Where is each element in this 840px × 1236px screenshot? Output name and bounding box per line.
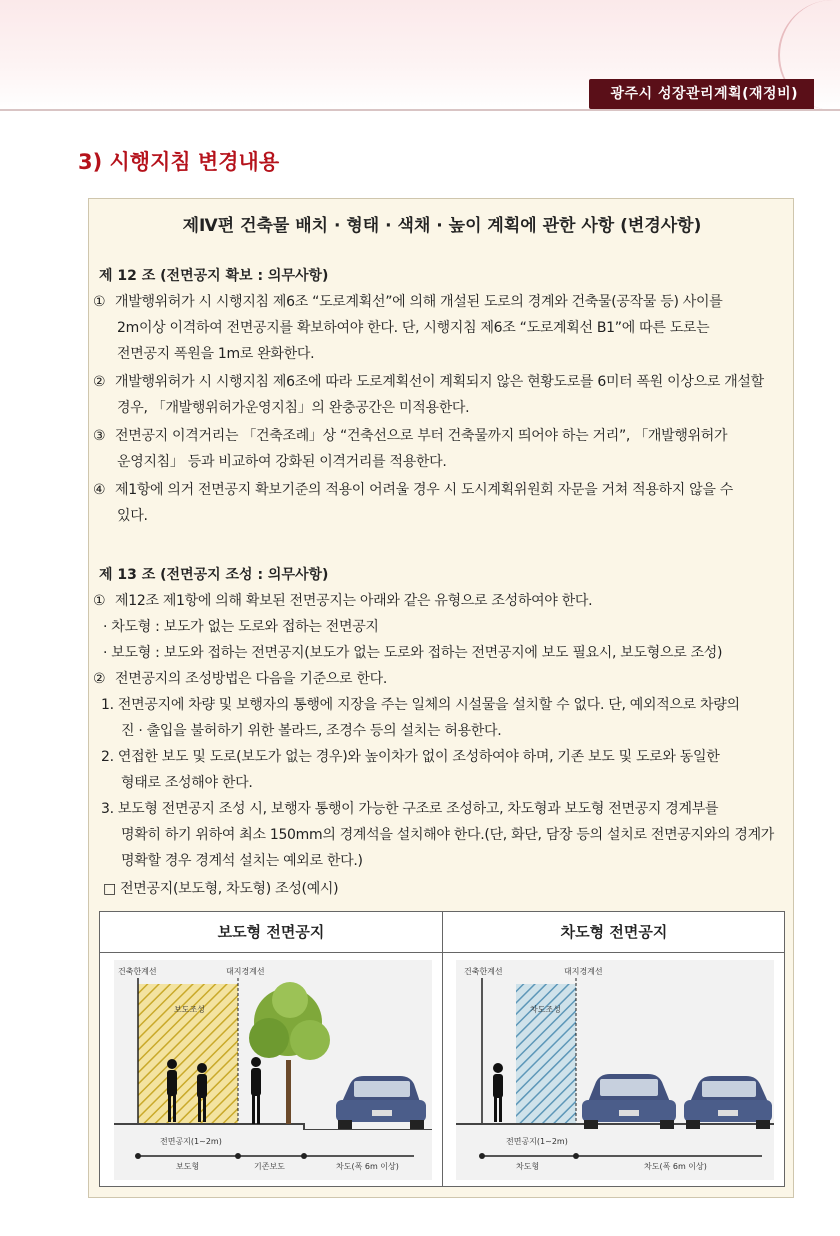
item-line: 개발행위허가 시 시행지침 제6조에 따라 도로계획선이 계획되지 않은 현황도로를 6미터 폭원 이상으로 개설할 [115, 374, 764, 390]
example-heading: □ 전면공지(보도형, 차도형) 조성(예시) [103, 881, 339, 897]
segment-label: 차도(폭 6m 이상) [336, 1162, 399, 1171]
item-number: ① [93, 593, 106, 609]
segment-label: 차도(폭 6m 이상) [644, 1162, 707, 1171]
item-line: 제12조 제1항에 의해 확보된 전면공지는 아래와 같은 유형으로 조성하여야 한다. [115, 593, 593, 609]
tree-icon [249, 982, 330, 1124]
header-divider [0, 109, 840, 111]
sub-line: 보도형 전면공지 조성 시, 보행자 통행이 가능한 구조로 조성하고, 차도형과 보도형 전면공지 경계부를 [117, 801, 719, 817]
article-12-item-4 [93, 477, 789, 529]
example-figure [99, 911, 785, 1187]
sub-line: 전면공지에 차량 및 보행자의 통행에 지장을 주는 일체의 시설물을 설치할 수 없다. 단, 예외적으로 차량의 [117, 697, 740, 713]
bullet-bodo: · 보도형 : 보도와 접하는 전면공지(보도가 없는 도로와 접하는 전면공지에 보도 필요시, 보도형으로 조성) [103, 645, 723, 661]
zone-label: 차도조성 [530, 1005, 561, 1014]
car-icon [684, 1076, 772, 1129]
item-number: ③ [93, 428, 106, 444]
item-number: ② [93, 374, 106, 390]
dimension-dot [135, 1153, 141, 1159]
article-12-item-3 [93, 423, 789, 475]
article-13-item-2 [93, 666, 789, 692]
ground-line [114, 1124, 432, 1130]
width-label: 전면공지(1~2m) [506, 1137, 568, 1146]
car-icon [336, 1076, 426, 1129]
figure-right-title: 차도형 전면공지 [560, 923, 668, 941]
figure-left-title: 보도형 전면공지 [217, 923, 325, 941]
bodo-type-panel [114, 960, 432, 1180]
dimension-dot [479, 1153, 485, 1159]
sub-line: 명확할 경우 경계석 설치는 예외로 한다.) [121, 853, 363, 869]
item-line: 운영지침」 등과 비교하여 강화된 이격거리를 적용한다. [117, 454, 447, 470]
dimension-dot [573, 1153, 579, 1159]
article-12-item-2 [93, 369, 789, 421]
sub-line: 형태로 조성해야 한다. [121, 775, 253, 791]
item-line: 개발행위허가 시 시행지침 제6조 “도로계획선”에 의해 개설된 도로의 경계와 건축물(공작물 등) 사이를 [115, 294, 723, 310]
item-line: 2m이상 이격하여 전면공지를 확보하여야 한다. 단, 시행지침 제6조 “도로계획선 B1”에 따른 도로는 [117, 320, 710, 336]
box-title: 제Ⅳ편 건축물 배치 · 형태 · 색채 · 높이 계획에 관한 사항 (변경사항) [182, 216, 702, 236]
bodo-type-illustration [114, 960, 432, 1180]
segment-label: 보도형 [176, 1162, 200, 1171]
article-13-title: 제 13 조 (전면공지 조성 : 의무사항) [99, 567, 329, 583]
chado-type-panel [456, 960, 774, 1180]
bullet-chado: · 차도형 : 보도가 없는 도로와 접하는 전면공지 [103, 619, 379, 635]
item-number: ② [93, 671, 106, 687]
sub-item-1 [101, 692, 789, 744]
sub-item-3 [101, 796, 789, 874]
lot-boundary-label: 대지경계선 [226, 967, 265, 976]
dimension-dot [235, 1153, 241, 1159]
item-line: 전면공지 이격거리는 「건축조례」상 “건축선으로 부터 건축물까지 띄어야 하는 거리”, 「개발행위허가 [115, 428, 728, 444]
sub-number: 2. [101, 749, 114, 765]
document-title-tab: 광주시 성장관리계획(재정비) [589, 79, 814, 109]
sub-line: 명확히 하기 위하여 최소 150mm의 경계석을 설치해야 한다.(단, 화단, 담장 등의 설치로 전면공지와의 경계가 [121, 827, 775, 843]
building-limit-label: 건축한계선 [464, 967, 503, 976]
section-title: 3) 시행지침 변경내용 [78, 150, 280, 174]
ground-fill [456, 1126, 774, 1180]
sub-item-2 [101, 744, 789, 796]
width-label: 전면공지(1~2m) [160, 1137, 222, 1146]
building-limit-label: 건축한계선 [118, 967, 157, 976]
sub-line: 연접한 보도 및 도로(보도가 없는 경우)와 높이차가 없이 조성하여야 하며, 기존 보도 및 도로와 동일한 [117, 749, 720, 765]
sub-number: 1. [101, 697, 114, 713]
segment-label: 기존보도 [254, 1162, 285, 1171]
item-line: 전면공지 폭원을 1m로 완화한다. [117, 346, 315, 362]
segment-label: 차도형 [516, 1162, 540, 1171]
item-line: 전면공지의 조성방법은 다음을 기준으로 한다. [115, 671, 388, 687]
item-number: ① [93, 294, 106, 310]
figure-divider [442, 912, 443, 1186]
dimension-dot [301, 1153, 307, 1159]
article-13-item-1 [93, 588, 789, 614]
item-line: 경우, 「개발행위허가운영지침」의 완충공간은 미적용한다. [117, 400, 470, 416]
item-line: 있다. [117, 508, 148, 524]
lot-boundary-label: 대지경계선 [564, 967, 603, 976]
car-icon [582, 1074, 676, 1129]
article-12-item-1 [93, 289, 789, 367]
chado-type-illustration [456, 960, 774, 1180]
zone-label: 보도조성 [174, 1005, 205, 1014]
pedestrian-icon [493, 1063, 503, 1122]
item-number: ④ [93, 482, 106, 498]
sub-number: 3. [101, 801, 114, 817]
article-12-title: 제 12 조 (전면공지 확보 : 의무사항) [99, 268, 329, 284]
sub-line: 진 · 출입을 불허하기 위한 볼라드, 조경수 등의 설치는 허용한다. [121, 723, 502, 739]
item-line: 제1항에 의거 전면공지 확보기준의 적용이 어려울 경우 시 도시계획위원회 자문을 거쳐 적용하지 않을 수 [115, 482, 733, 498]
guideline-box [88, 198, 794, 1198]
